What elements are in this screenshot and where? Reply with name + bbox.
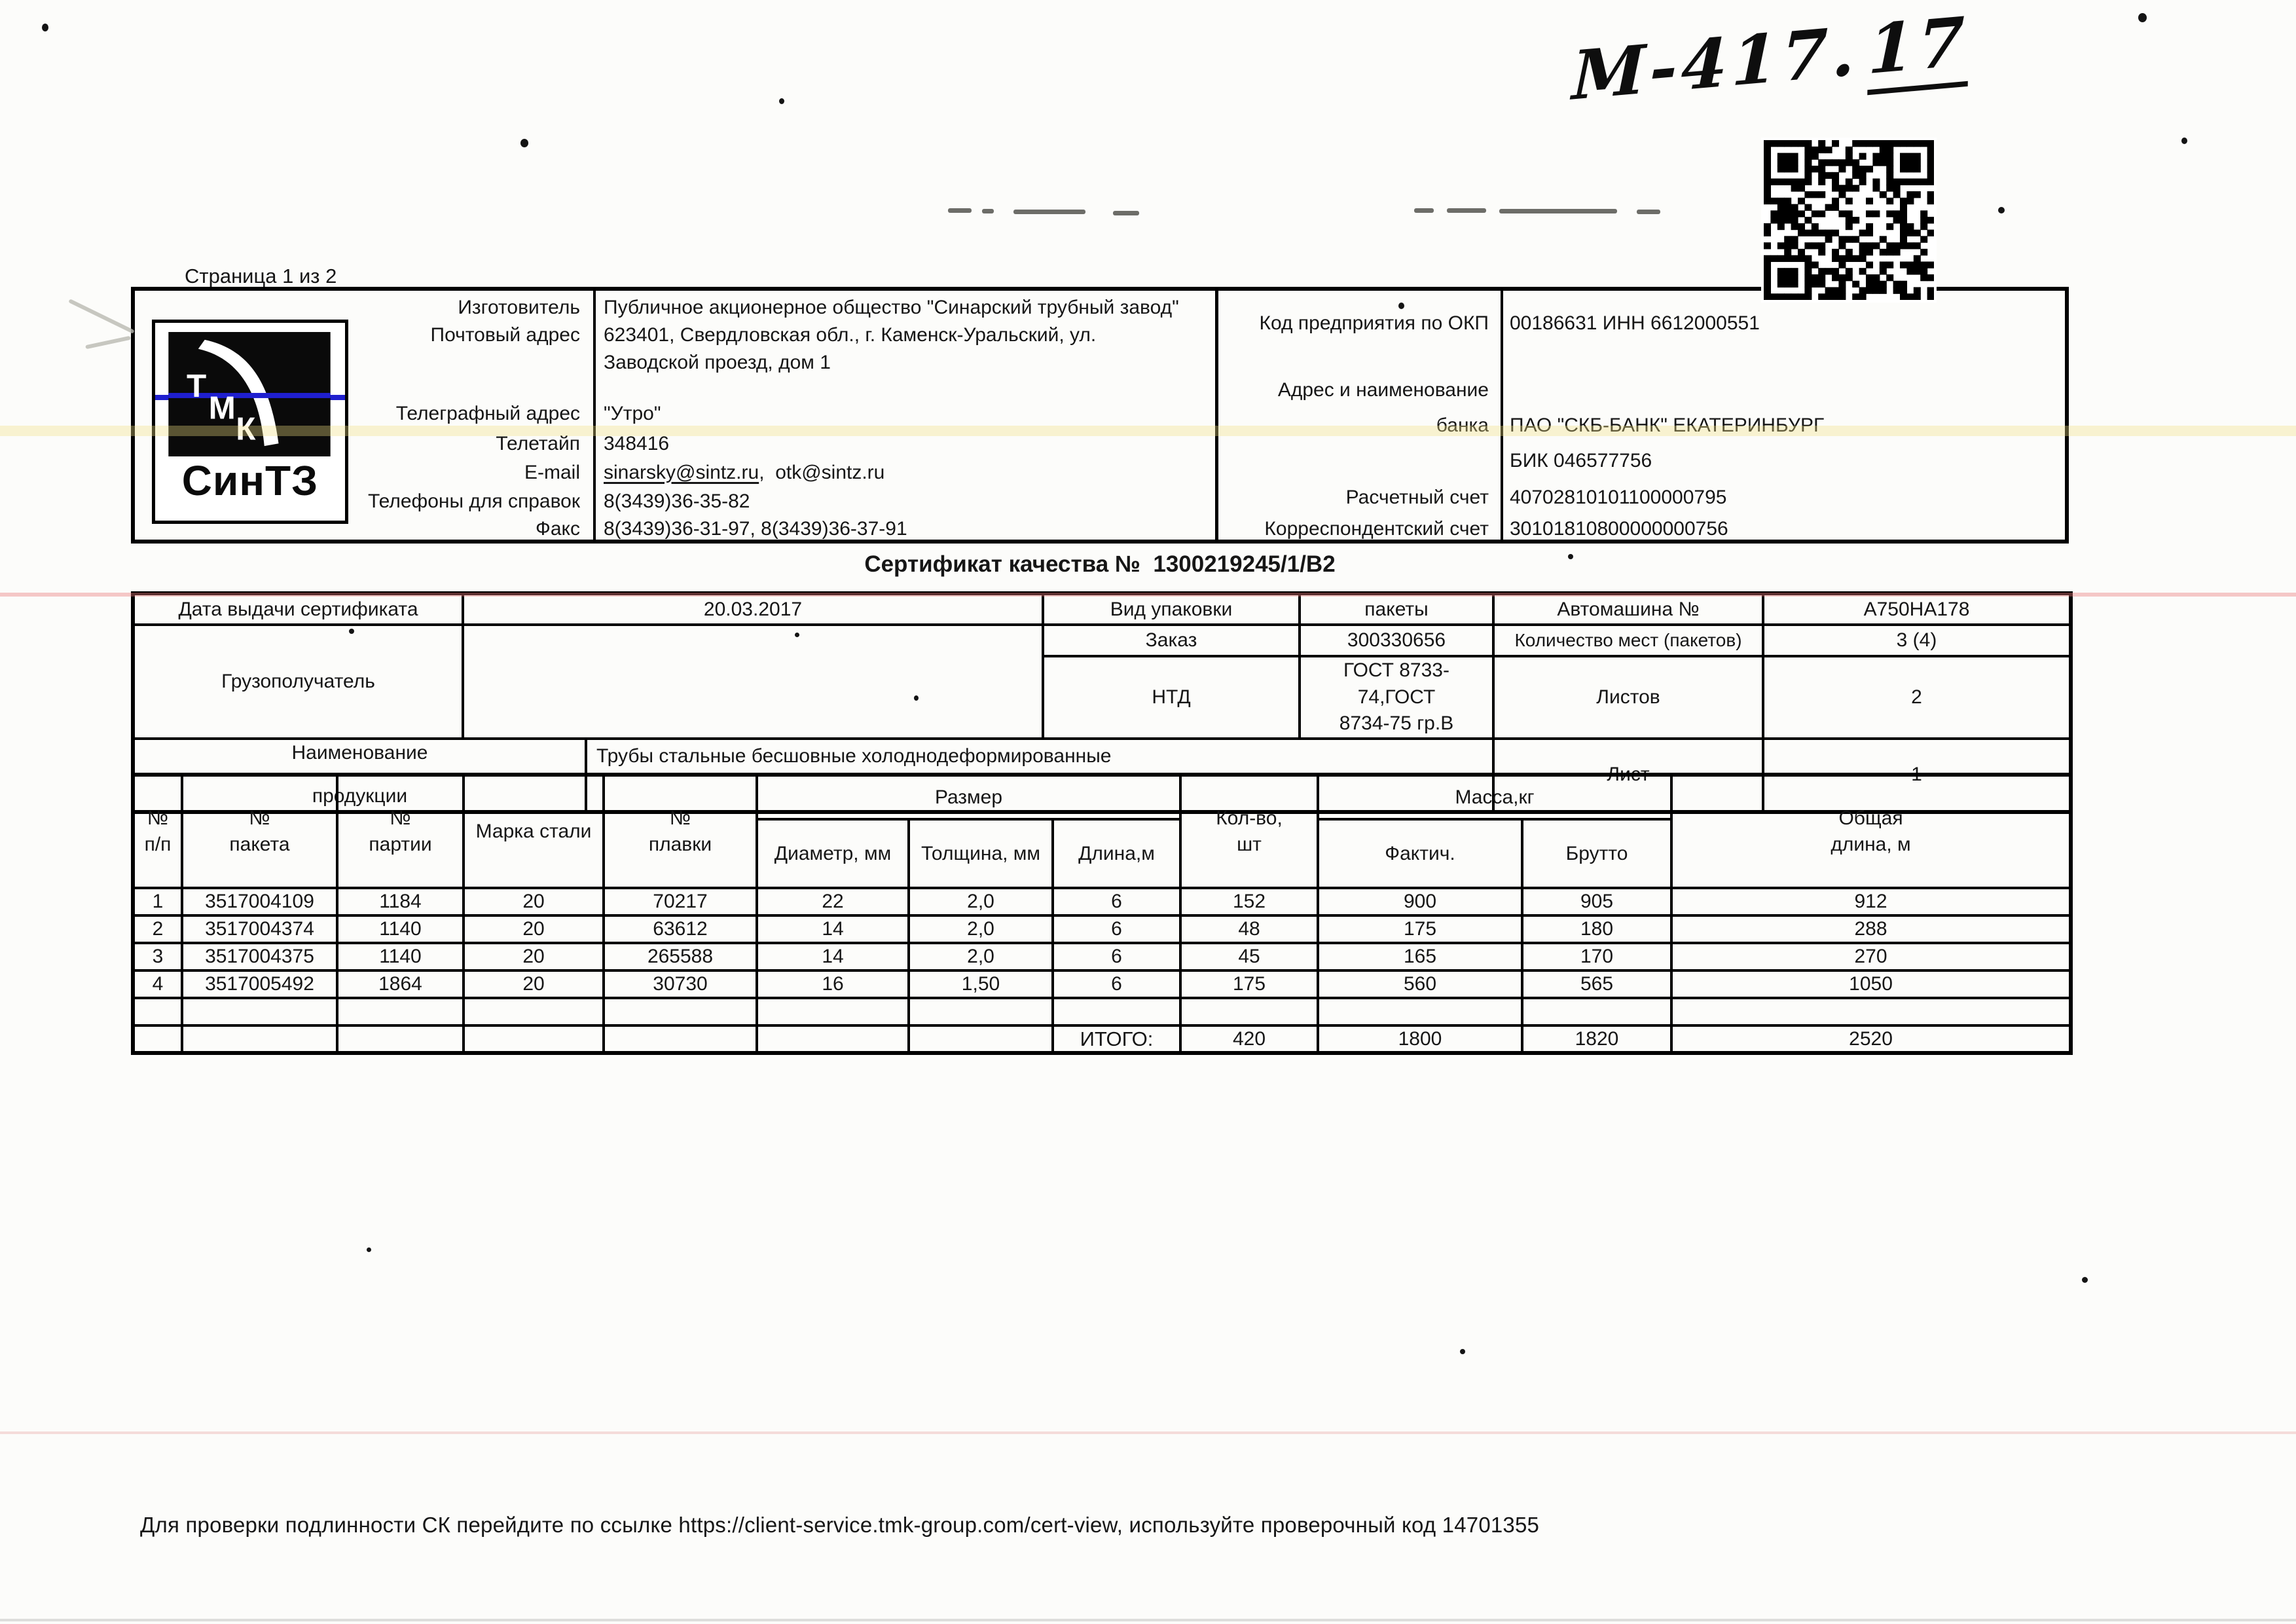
- field-label: E-mail: [524, 462, 580, 483]
- field-label: Телетайп: [496, 433, 580, 454]
- field-value: 00186631 ИНН 6612000551: [1510, 312, 1760, 334]
- scan-streak: [0, 1431, 2296, 1434]
- field-label: Телефоны для справок: [368, 490, 580, 512]
- handwritten-main: М-417.: [1571, 11, 1860, 116]
- table-cell: 175: [1318, 915, 1522, 943]
- totals-length: 2520: [1671, 1025, 2071, 1053]
- qr-code-pattern: [1764, 140, 1934, 300]
- table-cell: 1140: [337, 915, 464, 943]
- field-label: Листов: [1493, 656, 1763, 739]
- table-cell: 6: [1053, 888, 1180, 915]
- table-total-row: [133, 1025, 2071, 1053]
- table-cell: 2,0: [909, 888, 1053, 915]
- column-header-group: Размер: [757, 775, 1180, 819]
- field-label: Расчетный счет: [1345, 487, 1489, 508]
- table-cell: [464, 1025, 604, 1053]
- divider-line: [1215, 291, 1218, 540]
- table-cell: 48: [1180, 915, 1318, 943]
- scan-edge-shadow: [0, 1619, 2296, 1621]
- field-value: "Утро": [604, 403, 661, 424]
- field-value: 3 (4): [1763, 625, 2071, 656]
- table-cell: [337, 998, 464, 1025]
- divider-line: [593, 291, 596, 540]
- field-label: Лист: [1493, 739, 1763, 812]
- product-label-line1: Наименование: [291, 741, 428, 764]
- table-cell: 70217: [604, 888, 757, 915]
- field-value: 8(3439)36-35-82: [604, 490, 750, 512]
- table-cell: 288: [1671, 915, 2071, 943]
- table-cell: 905: [1522, 888, 1671, 915]
- column-header: Общая длина, м: [1671, 775, 2071, 888]
- table-cell: 1,50: [909, 970, 1053, 998]
- field-value: Трубы стальные бесшовные холоднодеформированные: [586, 739, 1493, 812]
- field-value: 40702810101100000795: [1510, 487, 1727, 508]
- field-value: [463, 625, 1043, 739]
- table-cell: 20: [464, 915, 604, 943]
- table-row: [133, 593, 2071, 625]
- table-cell: [757, 1025, 909, 1053]
- table-cell: 1184: [337, 888, 464, 915]
- table-cell: 63612: [604, 915, 757, 943]
- table-cell: 14: [757, 915, 909, 943]
- field-label: Корреспондентский счет: [1264, 518, 1489, 540]
- table-cell: 1050: [1671, 970, 2071, 998]
- manufacturer-info-table: [131, 287, 2069, 544]
- table-cell: [182, 1025, 337, 1053]
- email-value: [604, 460, 1206, 486]
- table-cell: 14: [757, 943, 909, 970]
- table-cell: 2,0: [909, 943, 1053, 970]
- table-cell: 30730: [604, 970, 757, 998]
- table-cell: [464, 998, 604, 1025]
- table-cell: 170: [1522, 943, 1671, 970]
- column-header: № плавки: [604, 775, 757, 888]
- table-cell: [757, 998, 909, 1025]
- field-value: пакеты: [1300, 593, 1493, 625]
- totals-label: ИТОГО:: [1053, 1025, 1180, 1053]
- column-header: Фактич.: [1318, 819, 1522, 888]
- column-header: № п/п: [133, 775, 182, 888]
- field-label: Факс: [536, 518, 580, 540]
- table-cell: 16: [757, 970, 909, 998]
- table-cell: 3517004374: [182, 915, 337, 943]
- field-value: ПАО "СКБ-БАНК" ЕКАТЕРИНБУРГ: [1510, 415, 1825, 436]
- column-header: Толщина, мм: [909, 819, 1053, 888]
- field-label: Количество мест (пакетов): [1493, 625, 1763, 656]
- table-cell: 180: [1522, 915, 1671, 943]
- table-cell: 3517005492: [182, 970, 337, 998]
- field-value: БИК 046577756: [1510, 450, 1652, 471]
- table-cell: [182, 998, 337, 1025]
- table-cell: [1053, 998, 1180, 1025]
- table-row: [133, 970, 2071, 998]
- table-row: [133, 625, 2071, 656]
- field-label: Вид упаковки: [1043, 593, 1300, 625]
- field-value: А750НА178: [1763, 593, 2071, 625]
- field-label: Телеграфный адрес: [395, 403, 580, 424]
- field-label: Автомашина №: [1493, 593, 1763, 625]
- email-rest-text: , otk@sintz.ru: [759, 462, 885, 483]
- table-row: [133, 915, 2071, 943]
- table-cell: [909, 998, 1053, 1025]
- field-value: 2: [1763, 656, 2071, 739]
- field-label: НТД: [1043, 656, 1300, 739]
- table-cell: [133, 998, 182, 1025]
- field-label: Дата выдачи сертификата: [133, 593, 463, 625]
- table-cell: [1522, 998, 1671, 1025]
- table-header-row: [133, 775, 2071, 819]
- handwritten-underlined: 17: [1867, 2, 1969, 95]
- totals-qty: 420: [1180, 1025, 1318, 1053]
- totals-mass-gross: 1820: [1522, 1025, 1671, 1053]
- field-value: 30101810800000000756: [1510, 518, 1728, 540]
- table-cell: [1318, 998, 1522, 1025]
- pipe-data-table: [131, 773, 2073, 1055]
- field-value: Публичное акционерное общество "Синарский трубный завод": [604, 297, 1179, 318]
- field-value: 623401, Свердловская обл., г. Каменск-Уральский, ул.: [604, 324, 1097, 346]
- table-cell: 1864: [337, 970, 464, 998]
- logo-letter-m: М: [208, 390, 236, 426]
- field-value: 20.03.2017: [463, 593, 1043, 625]
- table-cell: 4: [133, 970, 182, 998]
- table-cell: 265588: [604, 943, 757, 970]
- field-label: Изготовитель: [458, 297, 580, 318]
- field-label: Почтовый адрес: [430, 324, 580, 346]
- table-row: [133, 998, 2071, 1025]
- table-cell: 3: [133, 943, 182, 970]
- table-cell: 1: [133, 888, 182, 915]
- table-cell: [133, 1025, 182, 1053]
- field-value: 300330656: [1300, 625, 1493, 656]
- page-number-label: Страница 1 из 2: [185, 265, 337, 287]
- table-cell: 3517004109: [182, 888, 337, 915]
- table-cell: [604, 998, 757, 1025]
- table-cell: 175: [1180, 970, 1318, 998]
- table-cell: [337, 1025, 464, 1053]
- table-cell: 152: [1180, 888, 1318, 915]
- certificate-title: Сертификат качества № 1300219245/1/В2: [864, 551, 1336, 577]
- logo-letter-k: К: [236, 411, 256, 447]
- verification-note: Для проверки подлинности СК перейдите по ссылке https://client-service.tmk-group.com/cert-view, используйте проверочный код 14701355: [140, 1513, 1540, 1537]
- field-value: 8(3439)36-31-97, 8(3439)36-37-91: [604, 518, 907, 540]
- field-label: Адрес и наименование: [1277, 379, 1489, 401]
- table-cell: 6: [1053, 943, 1180, 970]
- table-cell: 565: [1522, 970, 1671, 998]
- table-cell: [909, 1025, 1053, 1053]
- table-cell: 270: [1671, 943, 2071, 970]
- field-label: Заказ: [1043, 625, 1300, 656]
- table-cell: 20: [464, 943, 604, 970]
- table-cell: 6: [1053, 915, 1180, 943]
- column-header-group: Масса,кг: [1318, 775, 1671, 819]
- table-cell: 22: [757, 888, 909, 915]
- ntd-value-line1: ГОСТ 8733-74,ГОСТ: [1343, 659, 1449, 708]
- table-cell: 900: [1318, 888, 1522, 915]
- column-header: Марка стали: [464, 775, 604, 888]
- totals-mass-actual: 1800: [1318, 1025, 1522, 1053]
- product-label-line2: продукции: [312, 785, 408, 807]
- logo-subtitle: СинТЗ: [181, 457, 319, 504]
- table-cell: 560: [1318, 970, 1522, 998]
- table-cell: [1180, 998, 1318, 1025]
- table-row: [133, 943, 2071, 970]
- field-value: [1300, 656, 1493, 739]
- field-label: банка: [1436, 415, 1489, 436]
- column-header: Кол-во, шт: [1180, 775, 1318, 888]
- qr-code: [1761, 138, 1937, 303]
- table-cell: 2,0: [909, 915, 1053, 943]
- column-header: Длина,м: [1053, 819, 1180, 888]
- field-value: Заводской проезд, дом 1: [604, 352, 831, 373]
- field-value: 348416: [604, 433, 670, 454]
- table-cell: 2: [133, 915, 182, 943]
- table-cell: [604, 1025, 757, 1053]
- table-cell: [1671, 998, 2071, 1025]
- divider-line: [1501, 291, 1503, 540]
- ntd-value-line2: 8734-75 гр.В: [1339, 712, 1454, 734]
- column-header: Брутто: [1522, 819, 1671, 888]
- table-cell: 3517004375: [182, 943, 337, 970]
- table-row: [133, 888, 2071, 915]
- table-cell: 165: [1318, 943, 1522, 970]
- table-cell: 45: [1180, 943, 1318, 970]
- column-header: № партии: [337, 775, 464, 888]
- field-label: Грузополучатель: [133, 625, 463, 739]
- column-header: Диаметр, мм: [757, 819, 909, 888]
- table-cell: 20: [464, 888, 604, 915]
- column-header: № пакета: [182, 775, 337, 888]
- handwritten-note: [1571, 2, 1969, 116]
- logo-letter-t: Т: [187, 367, 207, 404]
- field-label: Код предприятия по ОКП: [1259, 312, 1489, 334]
- table-cell: 1140: [337, 943, 464, 970]
- table-cell: 20: [464, 970, 604, 998]
- email-link-text: sinarsky@sintz.ru: [604, 462, 759, 483]
- table-cell: 912: [1671, 888, 2071, 915]
- table-cell: 6: [1053, 970, 1180, 998]
- field-value: 1: [1763, 739, 2071, 812]
